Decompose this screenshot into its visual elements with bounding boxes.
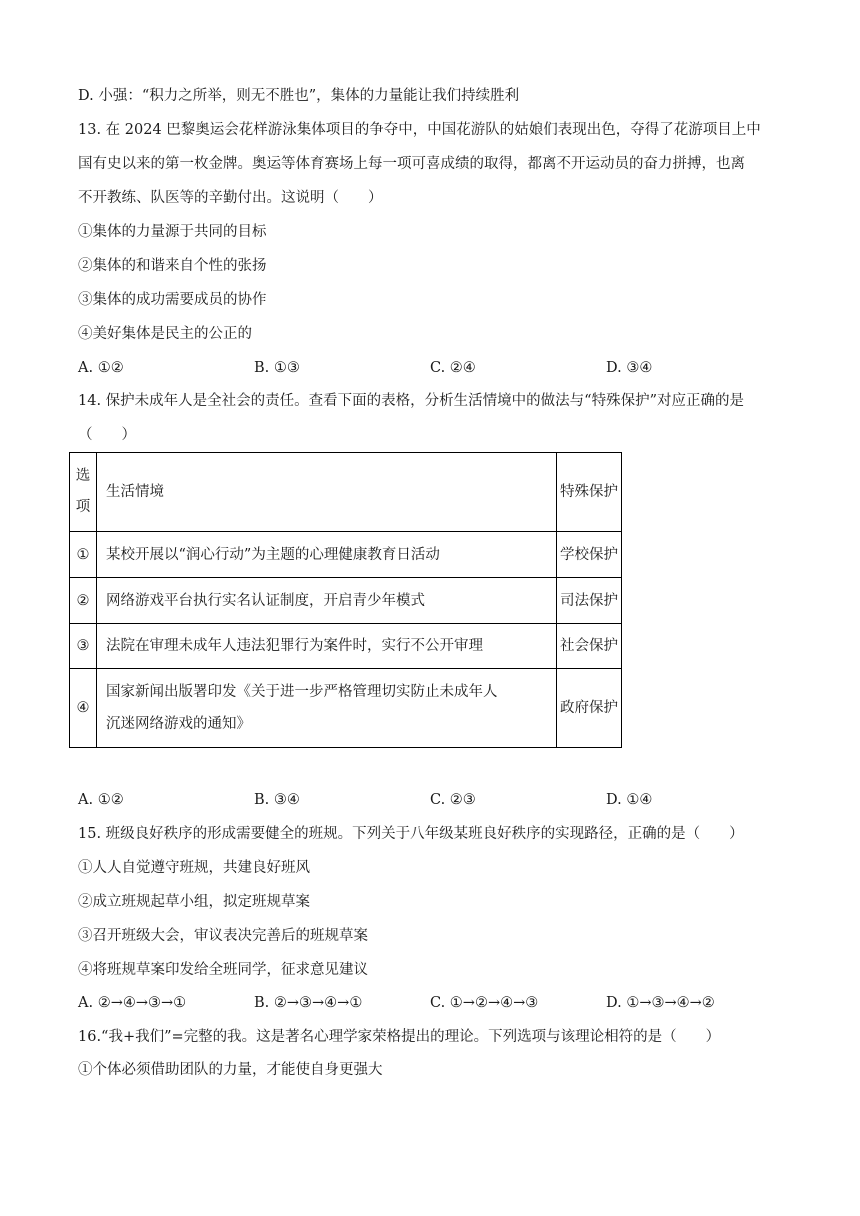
q14-option-a[interactable]: A. ①② xyxy=(78,792,124,808)
q13-statement-4: ④美好集体是民主的公正的 xyxy=(78,326,252,342)
table-row xyxy=(70,669,622,748)
table-row xyxy=(70,578,622,624)
row-option: ④ xyxy=(70,669,97,748)
q13-stem-line-1: 13. 在 2024 巴黎奥运会花样游泳集体项目的争夺中，中国花游队的姑娘们表现出色，夺得了花游项目上中 xyxy=(78,122,761,138)
row-scenario xyxy=(97,669,557,748)
row-protection: 学校保护 xyxy=(557,532,622,578)
header-option-line-2: 项 xyxy=(75,499,91,515)
q13-stem-line-3: 不开教练、队医等的辛勤付出。这说明（ ） xyxy=(78,190,383,206)
table-row xyxy=(70,624,622,669)
q15-option-b[interactable]: B. ②→③→④→① xyxy=(254,995,363,1011)
q12-option-d: D. 小强：“积力之所举，则无不胜也”，集体的力量能让我们持续胜利 xyxy=(78,88,520,104)
q13-statement-2: ②集体的和谐来自个性的张扬 xyxy=(78,258,267,274)
q14-stem-line-2: （ ） xyxy=(78,427,136,443)
header-protection-cell: 特殊保护 xyxy=(557,453,622,532)
q15-statement-3: ③召开班级大会，审议表决完善后的班规草案 xyxy=(78,928,368,944)
q14-options xyxy=(78,790,798,810)
row-option: ① xyxy=(70,532,97,578)
q13-options xyxy=(78,358,798,378)
q13-statement-3: ③集体的成功需要成员的协作 xyxy=(78,292,267,308)
q15-statement-4: ④将班规草案印发给全班同学，征求意见建议 xyxy=(78,962,368,978)
header-option-line-1: 选 xyxy=(75,468,91,484)
row-scenario: 法院在审理未成年人违法犯罪行为案件时，实行不公开审理 xyxy=(97,624,557,669)
q15-options xyxy=(78,993,798,1013)
q15-option-d[interactable]: D. ①→③→④→② xyxy=(606,995,715,1011)
row-scenario-line-2: 沉迷网络游戏的通知》 xyxy=(106,716,251,732)
header-scenario-cell: 生活情境 xyxy=(97,453,557,532)
table-row xyxy=(70,532,622,578)
header-option-cell xyxy=(70,453,97,532)
q13-statement-1: ①集体的力量源于共同的目标 xyxy=(78,224,267,240)
q14-option-b[interactable]: B. ③④ xyxy=(254,792,300,808)
q15-statement-2: ②成立班规起草小组，拟定班规草案 xyxy=(78,894,310,910)
q13-option-b[interactable]: B. ①③ xyxy=(254,360,300,376)
q14-table xyxy=(69,452,622,748)
table-header-row xyxy=(70,453,622,532)
q16-statement-1: ①个体必须借助团队的力量，才能使自身更强大 xyxy=(78,1062,383,1078)
q14-option-d[interactable]: D. ①④ xyxy=(606,792,653,808)
row-option: ② xyxy=(70,578,97,624)
row-scenario: 网络游戏平台执行实名认证制度，开启青少年模式 xyxy=(97,578,557,624)
q15-stem: 15. 班级良好秩序的形成需要健全的班规。下列关于八年级某班良好秩序的实现路径，正确的是（ ） xyxy=(78,826,744,842)
row-scenario: 某校开展以“润心行动”为主题的心理健康教育日活动 xyxy=(97,532,557,578)
q13-stem-line-2: 国有史以来的第一枚金牌。奥运等体育赛场上每一项可喜成绩的取得，都离不开运动员的奋力拼搏，也离 xyxy=(78,156,745,172)
q14-option-c[interactable]: C. ②③ xyxy=(430,792,476,808)
row-scenario-line-1: 国家新闻出版署印发《关于进一步严格管理切实防止未成年人 xyxy=(106,684,498,700)
q15-option-a[interactable]: A. ②→④→③→① xyxy=(78,995,187,1011)
row-option: ③ xyxy=(70,624,97,669)
q15-statement-1: ①人人自觉遵守班规，共建良好班风 xyxy=(78,860,310,876)
q13-option-c[interactable]: C. ②④ xyxy=(430,360,476,376)
q14-stem-line-1: 14. 保护未成年人是全社会的责任。查看下面的表格，分析生活情境中的做法与“特殊保护”对应正确的是 xyxy=(78,393,744,409)
q13-option-d[interactable]: D. ③④ xyxy=(606,360,653,376)
row-protection: 社会保护 xyxy=(557,624,622,669)
q13-option-a[interactable]: A. ①② xyxy=(78,360,124,376)
row-protection: 政府保护 xyxy=(557,669,622,748)
q15-option-c[interactable]: C. ①→②→④→③ xyxy=(430,995,539,1011)
q16-stem: 16.“我+我们”=完整的我。这是著名心理学家荣格提出的理论。下列选项与该理论相符的是（ ） xyxy=(78,1029,721,1045)
row-protection: 司法保护 xyxy=(557,578,622,624)
